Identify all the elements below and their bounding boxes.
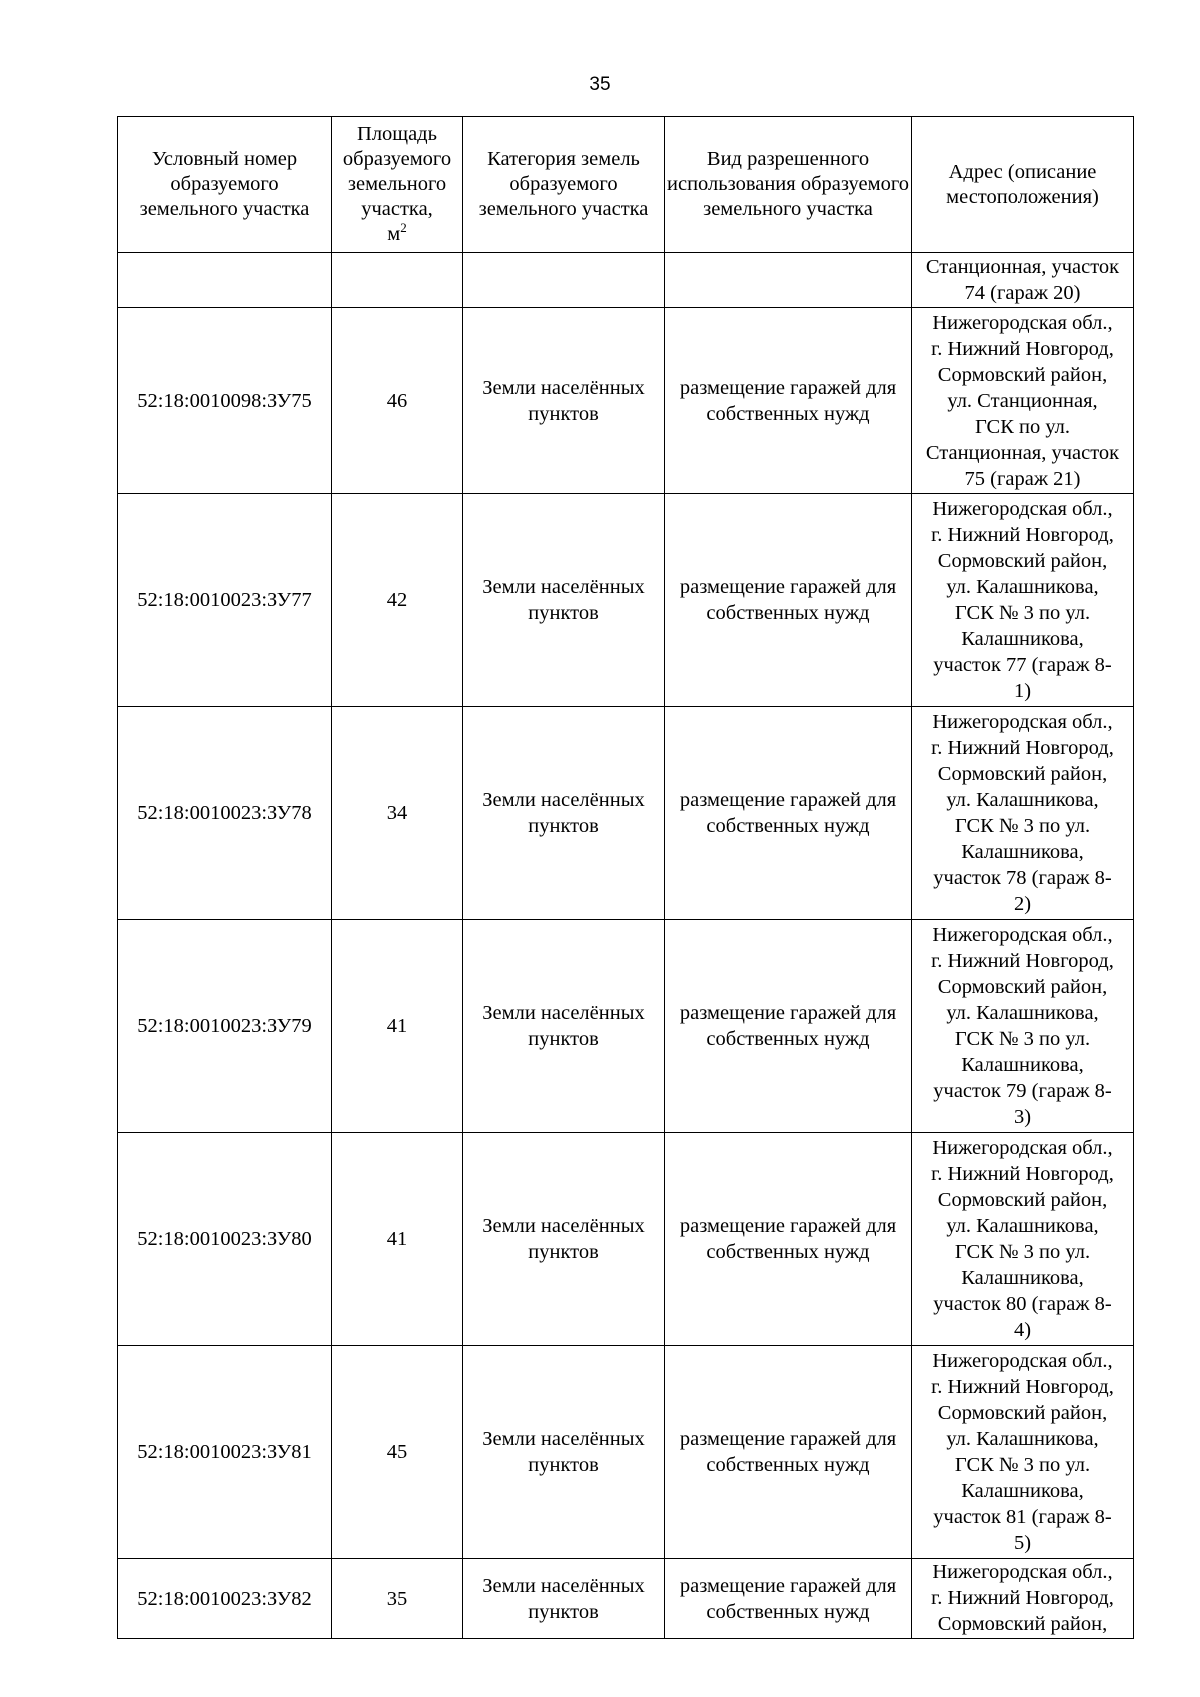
cell-plot-area: 46 <box>332 308 463 494</box>
cell-land-category: Земли населённых пунктов <box>463 920 665 1133</box>
cell-plot-area: 41 <box>332 1133 463 1346</box>
header-area-unit-sup: 2 <box>400 220 407 236</box>
cell-plot-area: 35 <box>332 1559 463 1639</box>
table-row <box>118 707 1134 920</box>
cell-plot-area: 41 <box>332 920 463 1133</box>
cell-address: Нижегородская обл., г. Нижний Новгород, Сормовский район, ул. Станционная, ГСК по ул. Станционная, участок 75 (гараж 21) <box>912 308 1134 494</box>
table-row <box>118 1559 1134 1639</box>
cell-plot-area: 34 <box>332 707 463 920</box>
cell-land-category: Земли населённых пунктов <box>463 308 665 494</box>
header-address: Адрес (описание местоположения) <box>912 117 1134 253</box>
cell-address: Нижегородская обл., г. Нижний Новгород, Сормовский район, ул. Калашникова, ГСК № 3 по ул. Калашникова, участок 77 (гараж 8- 1) <box>912 494 1134 707</box>
cell-land-category: Земли населённых пунктов <box>463 494 665 707</box>
table-row <box>118 920 1134 1133</box>
header-permitted-use: Вид разрешенного использования образуемого земельного участка <box>665 117 912 253</box>
cell-permitted-use: размещение гаражей для собственных нужд <box>665 920 912 1133</box>
cell-permitted-use: размещение гаражей для собственных нужд <box>665 1346 912 1559</box>
cell-address: Нижегородская обл., г. Нижний Новгород, Сормовский район, ул. Калашникова, ГСК № 3 по ул. Калашникова, участок 79 (гараж 8- 3) <box>912 920 1134 1133</box>
header-plot-number: Условный номер образуемого земельного участка <box>118 117 332 253</box>
cell-address: Нижегородская обл., г. Нижний Новгород, Сормовский район, ул. Калашникова, ГСК № 3 по ул. Калашникова, участок 81 (гараж 8- 5) <box>912 1346 1134 1559</box>
table-header-row <box>118 117 1134 253</box>
cell-empty <box>118 253 332 308</box>
cell-plot-area: 45 <box>332 1346 463 1559</box>
cell-plot-number: 52:18:0010023:ЗУ82 <box>118 1559 332 1639</box>
cell-address: Нижегородская обл., г. Нижний Новгород, Сормовский район, ул. Калашникова, ГСК № 3 по ул. Калашникова, участок 78 (гараж 8- 2) <box>912 707 1134 920</box>
cell-address: Нижегородская обл., г. Нижний Новгород, Сормовский район, ул. Калашникова, ГСК № 3 по ул. Калашникова, участок 80 (гараж 8- 4) <box>912 1133 1134 1346</box>
cell-plot-number: 52:18:0010023:ЗУ78 <box>118 707 332 920</box>
table-row <box>118 308 1134 494</box>
cell-permitted-use: размещение гаражей для собственных нужд <box>665 707 912 920</box>
cell-land-category: Земли населённых пунктов <box>463 707 665 920</box>
cell-plot-number: 52:18:0010023:ЗУ80 <box>118 1133 332 1346</box>
cell-permitted-use: размещение гаражей для собственных нужд <box>665 1559 912 1639</box>
cell-empty <box>665 253 912 308</box>
cell-permitted-use: размещение гаражей для собственных нужд <box>665 1133 912 1346</box>
table-row <box>118 1133 1134 1346</box>
cell-address: Станционная, участок 74 (гараж 20) <box>912 253 1134 308</box>
header-area-unit: м <box>387 223 401 245</box>
cell-plot-number: 52:18:0010023:ЗУ79 <box>118 920 332 1133</box>
cell-plot-area: 42 <box>332 494 463 707</box>
cell-address: Нижегородская обл., г. Нижний Новгород, Сормовский район, <box>912 1559 1134 1639</box>
table-row <box>118 494 1134 707</box>
header-plot-area <box>332 117 463 253</box>
table-row <box>118 1346 1134 1559</box>
cell-empty <box>463 253 665 308</box>
table-row-continuation <box>118 253 1134 308</box>
cell-plot-number: 52:18:0010023:ЗУ77 <box>118 494 332 707</box>
cell-permitted-use: размещение гаражей для собственных нужд <box>665 494 912 707</box>
page-number: 35 <box>589 74 611 95</box>
cell-land-category: Земли населённых пунктов <box>463 1559 665 1639</box>
cell-plot-number: 52:18:0010098:ЗУ75 <box>118 308 332 494</box>
cell-empty <box>332 253 463 308</box>
header-land-category: Категория земель образуемого земельного участка <box>463 117 665 253</box>
cell-land-category: Земли населённых пунктов <box>463 1346 665 1559</box>
header-plot-area-label: Площадь образуемого земельного участка, <box>342 123 452 220</box>
land-plots-table <box>117 116 1134 1639</box>
cell-land-category: Земли населённых пунктов <box>463 1133 665 1346</box>
cell-permitted-use: размещение гаражей для собственных нужд <box>665 308 912 494</box>
cell-plot-number: 52:18:0010023:ЗУ81 <box>118 1346 332 1559</box>
